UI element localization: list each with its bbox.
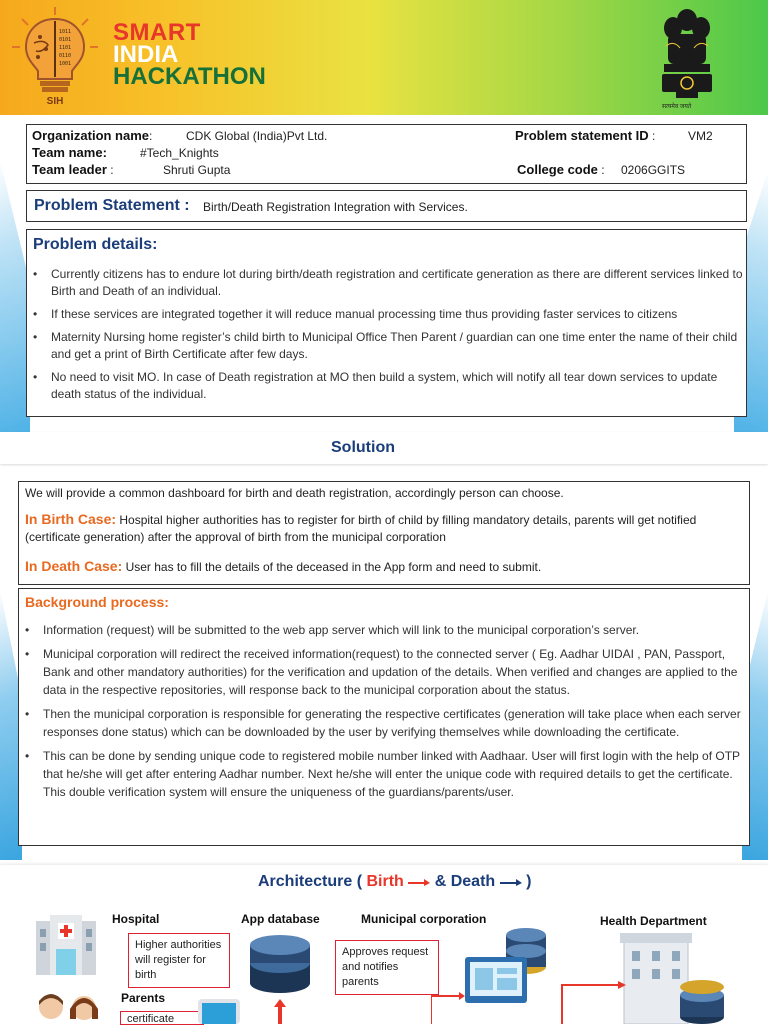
team-label: Team name:	[32, 145, 107, 160]
national-emblem-icon	[656, 6, 718, 110]
team-value: #Tech_Knights	[140, 146, 219, 160]
list-item: • Currently citizens has to endure lot during birth/death registration and certificate generation as there are different services linked to Birth and Death of an individual.	[33, 267, 743, 298]
list-item-text: No need to visit MO. In case of Death registration at MO then build a system, which will notify all tear down services to update death status of the individual.	[51, 370, 718, 401]
leader-label: Team leader	[32, 162, 107, 177]
team-row	[32, 145, 107, 160]
header-banner	[0, 0, 768, 115]
list-item-text: Currently citizens has to endure lot during birth/death registration and certificate generation as there are different services linked to Birth and Death of an individual.	[51, 267, 743, 298]
svg-text:0110: 0110	[59, 53, 72, 59]
list-item-text: This can be done by sending unique code to registered mobile number linked with Aadhaar. User will first login with the help of OTP that he/she will get after entering Aadhar number. Next he/she will enter the unique code with required details to get the certificate. This double verification system will ensure the uniqueness of the guardians/parents/user.	[43, 749, 740, 799]
brand-line-smart: SMART	[113, 19, 201, 46]
svg-text:0101: 0101	[59, 37, 72, 43]
hospital-note: Higher authorities will register for birth	[128, 933, 230, 988]
database-icon	[248, 933, 312, 997]
ps-id-label: Problem statement ID	[515, 128, 649, 143]
college-value: 0206GGITS	[621, 163, 686, 177]
brand-wordmark	[113, 19, 266, 90]
architecture-diagram	[0, 901, 768, 1024]
leader-row: Team leader :	[32, 162, 114, 177]
solution-title: Solution	[331, 439, 395, 456]
brand-line-hackathon: HACKATHON	[113, 63, 266, 90]
health-department-icon	[620, 933, 730, 1024]
college-label: College code	[517, 162, 598, 177]
parents-note: certificate	[120, 1011, 204, 1025]
problem-statement-title: Problem Statement :	[34, 197, 190, 214]
svg-text:1001: 1001	[59, 61, 72, 67]
brand-line-india: INDIA	[113, 41, 179, 68]
municipal-label: Municipal corporation	[361, 912, 487, 926]
birth-case-label: In Birth Case:	[25, 511, 117, 527]
list-item: • Maternity Nursing home register’s child birth to Municipal Office Then Parent / guardian can one time enter the name of their child and get a print of Birth Certificate after few days.	[33, 330, 738, 361]
list-item: • No need to visit MO. In case of Death registration at MO then build a system, which will notify all tear down services to update death status of the individual.	[33, 370, 718, 401]
list-item: • If these services are integrated together it will reduce manual processing time thus providing faster services to citizens	[33, 307, 678, 321]
list-item-text: Then the municipal corporation is responsible for generating the respective certificates (generation will take place when each server responses done status) which can be downloaded by the user by verifying themselves while downloading the certificate.	[43, 707, 741, 739]
team-info-box	[26, 124, 747, 184]
list-item: • Municipal corporation will redirect the received information(request) to the connected server ( Eg. Aadhar UIDAI , PAN, Passport, Bank and other mandatory authorities) for the verification and updation of the details. When verified and changes are applied to the data in the respective repositories, will response back to the municipal corporation about the status.	[25, 647, 738, 697]
tablet-icon	[198, 999, 240, 1024]
list-item: • Information (request) will be submitted to the web app server which will link to the municipal corporation’s server.	[25, 623, 640, 637]
logo-caption: SIH	[46, 96, 64, 107]
blue-arrow-icon	[500, 876, 522, 886]
red-connector-right-icon	[560, 981, 626, 1024]
birth-case-paragraph	[25, 511, 741, 546]
list-item: • This can be done by sending unique code to registered mobile number linked with Aadhaar. User will first login with the help of OTP that he/she will get after entering Aadhar number. Next he/she will enter the unique code with required details to get the certificate. This double verification system will ensure the uniqueness of the guardians/parents/user.	[25, 749, 740, 799]
list-item-text: If these services are integrated together it will reduce manual processing time thus providing faster services to citizens	[51, 307, 678, 321]
list-item-text: Municipal corporation will redirect the received information(request) to the connected server ( Eg. Aadhar UIDAI , PAN, Passport, Bank and other mandatory authorities) for the verification and updation of the details. When verified and changes are applied to the data in the respective repositories, will response back to the municipal corporation about the status.	[43, 647, 738, 697]
connector-lines-icon	[431, 956, 465, 1024]
leader-value: Shruti Gupta	[163, 163, 231, 177]
ps-id-value: VM2	[688, 129, 713, 143]
solution-intro: We will provide a common dashboard for birth and death registration, accordingly person can choose.	[25, 486, 564, 500]
problem-details-title: Problem details:	[33, 236, 158, 253]
college-row: College code :	[517, 162, 605, 177]
death-case-paragraph	[25, 558, 741, 576]
architecture-title-prefix: Architecture (	[258, 873, 363, 890]
red-arrow-icon	[408, 876, 430, 886]
architecture-death-label: & Death	[434, 873, 496, 890]
architecture-title	[258, 873, 531, 891]
problem-statement-value: Birth/Death Registration Integration with Services.	[203, 200, 468, 214]
list-item: • Then the municipal corporation is responsible for generating the respective certificates (generation will take place when each server responses done status) which can be downloaded by the user by verifying themselves while downloading the certificate.	[25, 707, 741, 739]
parents-label: Parents	[121, 991, 166, 1005]
birth-case-text: Hospital higher authorities has to register for birth of child by filling mandatory details, parents will get notified (certificate generation) after the approval of birth from the municipal corporation	[25, 513, 697, 544]
problem-details-box	[26, 229, 747, 417]
background-process-list	[23, 621, 741, 807]
org-value: CDK Global (India)Pvt Ltd.	[186, 129, 328, 143]
hospital-icon	[32, 915, 100, 975]
death-case-text: User has to fill the details of the deceased in the App form and need to submit.	[122, 560, 542, 574]
emblem-caption: सत्यमेव जयते	[662, 104, 692, 110]
ps-id-row: Problem statement ID :	[515, 128, 656, 143]
sih-logo	[10, 5, 100, 110]
background-process-box	[18, 588, 750, 846]
architecture-birth-label: Birth	[366, 873, 404, 890]
municipal-note: Approves request and notifies parents	[335, 940, 439, 995]
health-department-label: Health Department	[600, 914, 707, 928]
svg-text:1011: 1011	[59, 29, 72, 35]
org-row: Organization name:	[32, 128, 153, 143]
background-process-title: Background process:	[25, 594, 169, 610]
architecture-title-suffix: )	[526, 873, 532, 890]
server-computer-icon	[465, 923, 555, 1015]
list-item-text: Maternity Nursing home register’s child birth to Municipal Office Then Parent / guardian can one time enter the name of their child and get a print of Birth Certificate after few days.	[51, 330, 738, 361]
org-label: Organization name	[32, 128, 150, 143]
app-database-label: App database	[241, 912, 320, 926]
parents-icon	[34, 993, 104, 1024]
death-case-label: In Death Case:	[25, 558, 123, 574]
problem-statement-box	[26, 190, 747, 222]
architecture-heading-band	[0, 865, 768, 901]
red-arrow-up-icon	[274, 999, 286, 1024]
svg-text:1101: 1101	[59, 45, 72, 51]
hospital-label: Hospital	[112, 912, 160, 926]
list-item-text: Information (request) will be submitted to the web app server which will link to the municipal corporation’s server.	[43, 623, 640, 637]
solution-box	[18, 481, 750, 585]
problem-details-list	[31, 266, 743, 409]
solution-heading-band	[0, 432, 768, 464]
